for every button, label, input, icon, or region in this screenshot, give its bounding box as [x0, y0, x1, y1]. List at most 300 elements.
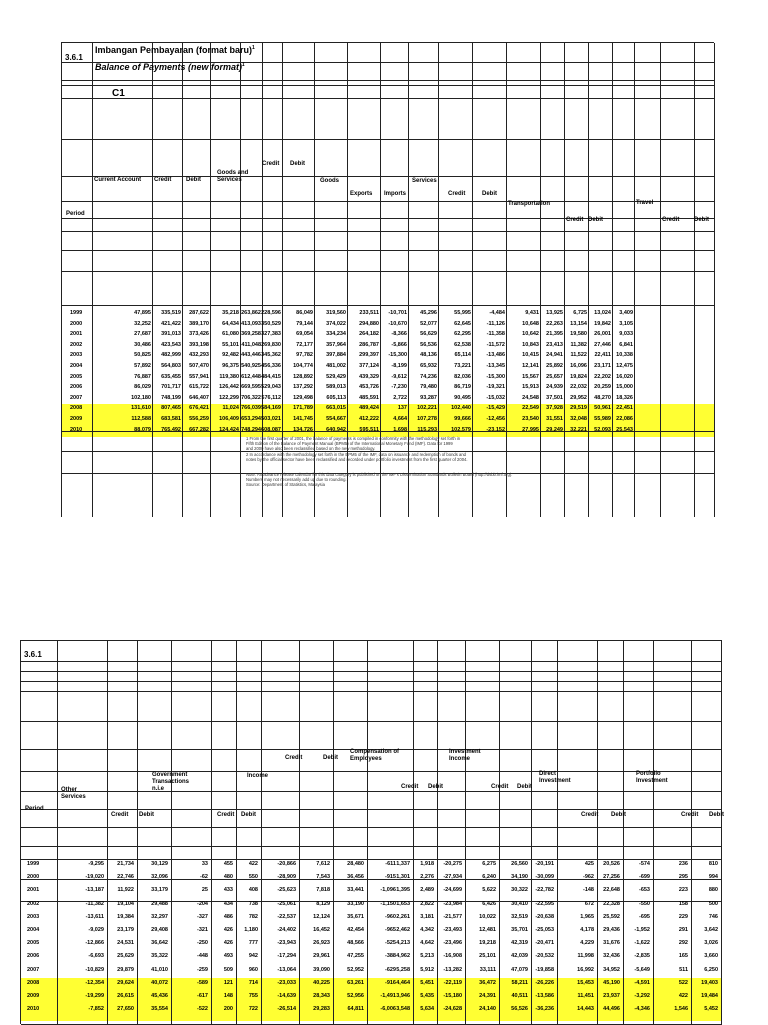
value-cell: 35,554: [151, 1006, 168, 1013]
value-cell: -15,180: [443, 993, 462, 999]
value-cell: -1,150: [380, 900, 396, 907]
value-cell: 19,824: [570, 373, 587, 380]
value-cell: -19,299: [85, 993, 104, 999]
value-cell: 37,501: [546, 394, 563, 401]
value-cell: 52,077: [420, 320, 437, 327]
debit-header: Debit: [482, 191, 497, 197]
table1-title-en: Balance of Payments (new format)$^1$: [95, 62, 245, 72]
year-cell: 2004: [27, 927, 40, 933]
value-cell: 74,236: [420, 373, 437, 380]
value-cell: 21,395: [546, 331, 563, 338]
value-cell: 19,484: [701, 993, 718, 999]
grid-column-line: [367, 641, 368, 1024]
value-cell: 55,995: [454, 310, 471, 316]
value-cell: 810: [708, 861, 718, 867]
value-cell: 4,213: [396, 940, 410, 947]
value-cell: -23,033: [277, 979, 296, 986]
year-cell: 2005: [70, 373, 83, 380]
value-cell: 500: [708, 900, 718, 907]
value-cell: -25,623: [277, 887, 296, 894]
value-cell: 3,642: [704, 927, 718, 933]
value-cell: 79,480: [420, 384, 437, 391]
value-cell: 640,942: [326, 426, 346, 433]
grid-column-line: [557, 641, 558, 1024]
credit-header: Credit: [491, 784, 509, 790]
value-cell: 2,261: [396, 913, 410, 920]
value-cell: -13,187: [85, 887, 104, 894]
value-cell: 141,745: [293, 416, 313, 422]
value-cell: 10,415: [522, 352, 539, 359]
value-cell: 411,048: [241, 341, 261, 348]
value-cell: 79,144: [296, 320, 313, 327]
value-cell: 540,925: [241, 363, 261, 369]
value-cell: 23,937: [603, 993, 620, 999]
value-cell: 676,421: [189, 405, 209, 412]
value-cell: 126,442: [219, 384, 239, 391]
value-cell: 44,496: [603, 1006, 620, 1013]
year-cell: 2000: [27, 874, 40, 881]
credit-header: Credit: [111, 812, 129, 818]
value-cell: 701,717: [161, 384, 181, 391]
value-cell: 47,895: [134, 310, 151, 316]
grid-row-line: [21, 661, 722, 662]
value-cell: 11,382: [570, 341, 587, 348]
value-cell: 88,079: [134, 426, 151, 433]
debit-header: Debit: [694, 217, 709, 223]
value-cell: 25,592: [603, 913, 620, 920]
value-cell: 3,946: [396, 993, 410, 999]
value-cell: 722: [248, 1006, 258, 1013]
value-cell: 6,250: [704, 966, 718, 973]
value-cell: 148: [223, 993, 233, 999]
value-cell: 86,719: [454, 384, 471, 391]
value-cell: -27,934: [443, 874, 462, 881]
value-cell: 223: [678, 887, 688, 894]
value-cell: -15,032: [486, 394, 505, 401]
transportation-header: Transportation: [508, 201, 551, 207]
value-cell: 28,480: [347, 861, 364, 867]
value-cell: -20,471: [535, 940, 554, 947]
value-cell: 21,734: [117, 861, 134, 867]
value-cell: -23,984: [443, 900, 462, 907]
value-cell: 1,337: [396, 861, 410, 867]
value-cell: 291: [678, 927, 688, 933]
value-cell: 55,989: [594, 416, 611, 422]
value-cell: 299,397: [359, 352, 379, 359]
grid-row-line: [62, 271, 714, 272]
value-cell: 5,451: [420, 979, 434, 986]
value-cell: 19,218: [479, 940, 496, 947]
value-cell: -259: [196, 966, 208, 973]
value-cell: -5,649: [634, 966, 650, 973]
year-cell: 2001: [70, 331, 83, 338]
value-cell: 56,629: [420, 331, 437, 338]
value-cell: 29,879: [117, 966, 134, 973]
credit-header: Credit: [154, 177, 172, 183]
note-line: notes by the official sector have been reclassified and recorded under portfolio investment from the first quarter of 2004.: [246, 456, 468, 462]
value-cell: 3,409: [619, 310, 633, 316]
value-cell: 45,296: [420, 310, 437, 316]
value-cell: 102,180: [131, 394, 151, 401]
value-cell: 14,443: [577, 1006, 594, 1013]
value-cell: 107,278: [417, 416, 437, 422]
debit-header: Debit: [709, 812, 724, 818]
portfolio-investment-header: Portfolio Investment: [636, 771, 668, 784]
value-cell: 171,789: [293, 405, 313, 412]
value-cell: 10,843: [522, 341, 539, 348]
value-cell: 15,913: [522, 384, 539, 391]
value-cell: 4,229: [580, 940, 594, 947]
value-cell: 556,259: [189, 416, 209, 422]
grid-row-line: [62, 85, 714, 86]
grid-column-line: [236, 641, 237, 1024]
value-cell: 393,198: [189, 341, 209, 348]
value-cell: 327,383: [261, 331, 281, 338]
value-cell: 33,190: [347, 900, 364, 907]
value-cell: 439,329: [359, 373, 379, 380]
value-cell: 374,022: [326, 320, 346, 327]
value-cell: 389,170: [189, 320, 209, 327]
value-cell: 55,101: [222, 341, 239, 348]
value-cell: 112,588: [131, 416, 151, 422]
value-cell: 24,391: [479, 993, 496, 999]
value-cell: 35,671: [347, 913, 364, 920]
value-cell: 26,560: [511, 861, 528, 867]
value-cell: 26,001: [594, 331, 611, 338]
value-cell: 50,825: [134, 352, 151, 359]
value-cell: 5,258: [396, 966, 410, 973]
value-cell: 32,048: [570, 416, 587, 422]
current-account-header: Current Account: [94, 177, 142, 183]
value-cell: 90,495: [454, 394, 471, 401]
value-cell: 481,002: [326, 363, 346, 369]
value-cell: -327: [196, 913, 208, 920]
value-cell: -21,577: [443, 913, 462, 920]
value-cell: 42,039: [511, 953, 528, 960]
value-cell: -250: [196, 940, 208, 947]
value-cell: 755: [248, 993, 258, 999]
grid-column-line: [152, 43, 153, 517]
grid-row-line: [62, 218, 714, 219]
value-cell: -20,866: [277, 861, 296, 867]
value-cell: 7,612: [316, 861, 330, 867]
value-cell: 45,436: [151, 993, 168, 999]
value-cell: 11,998: [577, 953, 594, 960]
value-cell: 73,221: [454, 363, 471, 369]
grid-row-line: [62, 250, 714, 251]
value-cell: 33: [201, 861, 208, 867]
value-cell: -9,612: [391, 373, 407, 380]
value-cell: 373,426: [189, 331, 209, 338]
value-cell: 62,645: [454, 320, 471, 327]
value-cell: 485,591: [359, 394, 379, 401]
grid-column-line: [597, 641, 598, 1024]
value-cell: 5,435: [420, 993, 434, 999]
value-cell: -3,292: [634, 993, 650, 999]
grid-column-line: [107, 641, 108, 1024]
note-line: Note: An advance release calendar for this data category is published on the IMF's Dissemination Standards Bulletin Board (http://dsbb.imf.org).: [246, 472, 513, 478]
value-cell: 522: [678, 979, 688, 986]
value-cell: 47,079: [511, 966, 528, 973]
value-cell: 48,136: [420, 352, 437, 359]
value-cell: 22,549: [522, 405, 539, 412]
compensation-header: Compensation of Employees: [350, 749, 399, 762]
value-cell: -916: [384, 979, 396, 986]
value-cell: 766,039: [241, 405, 261, 412]
value-cell: 6,426: [482, 900, 496, 907]
value-cell: 13,154: [570, 320, 587, 327]
value-cell: 58,211: [511, 979, 528, 986]
value-cell: 34,952: [603, 966, 620, 973]
value-cell: -13,611: [85, 913, 104, 920]
value-cell: 30,129: [151, 861, 168, 867]
year-cell: 2010: [27, 1006, 40, 1013]
value-cell: 24,140: [479, 1006, 496, 1013]
value-cell: 6,275: [482, 861, 496, 867]
value-cell: -20,275: [443, 861, 462, 867]
grid-row-line: [62, 201, 714, 202]
value-cell: -20,191: [535, 861, 554, 867]
note-line: Source: Department of Statistics, Malaysia: [246, 482, 325, 488]
value-cell: -23,493: [443, 927, 462, 933]
value-cell: 24,939: [546, 384, 563, 391]
value-cell: 12,141: [522, 363, 539, 369]
debit-header: Debit: [186, 177, 201, 183]
grid-row-line: [21, 691, 722, 692]
value-cell: 52,952: [347, 966, 364, 973]
value-cell: 29,249: [546, 426, 563, 433]
value-cell: 295: [678, 874, 688, 881]
value-cell: 24,531: [117, 940, 134, 947]
value-cell: 7,818: [316, 887, 330, 894]
value-cell: 3,548: [396, 1006, 410, 1013]
value-cell: -24,628: [443, 1006, 462, 1013]
value-cell: -695: [638, 913, 650, 920]
value-cell: -960: [384, 913, 396, 920]
grid-column-line: [691, 641, 692, 1024]
value-cell: 595,511: [359, 426, 379, 433]
value-cell: 62,295: [454, 331, 471, 338]
table1-title-ms: Imbangan Pembayaran (format baru)$^1$: [95, 45, 255, 55]
period-header: Period: [25, 806, 44, 812]
value-cell: -4,591: [634, 979, 650, 986]
value-cell: 345,362: [261, 352, 281, 359]
value-cell: 422: [678, 993, 688, 999]
value-cell: 507,470: [189, 363, 209, 369]
value-cell: 64,811: [347, 1006, 364, 1013]
value-cell: 137: [397, 405, 407, 412]
year-cell: 2003: [70, 352, 83, 359]
value-cell: 443,446: [241, 352, 261, 359]
value-cell: -321: [196, 927, 208, 933]
value-cell: 319,560: [326, 310, 346, 316]
grid-column-line: [210, 43, 211, 517]
grid-column-line: [211, 641, 212, 1024]
value-cell: -12,456: [486, 416, 505, 422]
value-cell: 10,642: [522, 331, 539, 338]
grid-column-line: [437, 641, 438, 1024]
value-cell: -10,829: [85, 966, 104, 973]
value-cell: 122,299: [219, 394, 239, 401]
value-cell: 672: [584, 900, 594, 907]
value-cell: 15,453: [577, 979, 594, 986]
value-cell: 22,202: [594, 373, 611, 380]
value-cell: 294,880: [359, 320, 379, 327]
grid-column-line: [694, 43, 695, 517]
value-cell: 5,213: [420, 953, 434, 960]
debit-header: Debit: [290, 161, 305, 167]
value-cell: 880: [708, 887, 718, 894]
value-cell: 5,622: [482, 887, 496, 894]
value-cell: 97,782: [296, 352, 313, 359]
grid-row-line: [21, 809, 722, 810]
value-cell: 33,179: [151, 887, 168, 894]
value-cell: 335,519: [161, 310, 181, 316]
value-cell: 6,240: [482, 874, 496, 881]
value-cell: 25,543: [616, 426, 633, 433]
table2-section-no: 3.6.1: [24, 650, 42, 659]
value-cell: 27,687: [134, 331, 151, 338]
value-cell: 32,096: [151, 874, 168, 881]
value-cell: 706,322: [241, 394, 261, 401]
value-cell: 19,580: [570, 331, 587, 338]
value-cell: -448: [196, 953, 208, 960]
value-cell: 589,013: [326, 384, 346, 391]
value-cell: 576,112: [261, 394, 281, 401]
value-cell: 1,546: [674, 1006, 688, 1013]
value-cell: 134,726: [293, 426, 313, 433]
value-cell: -388: [384, 953, 396, 960]
value-cell: 124,424: [219, 426, 239, 433]
value-cell: 23,171: [594, 363, 611, 369]
grid-column-line: [564, 43, 565, 517]
value-cell: 28,343: [313, 993, 330, 999]
value-cell: 397,884: [326, 352, 346, 359]
value-cell: 61,080: [222, 331, 239, 338]
note-line: 1 From the first quarter of 2001, the balance of payments is compiled in conformity with the methodology set forth in: [246, 436, 461, 441]
value-cell: 102,440: [451, 405, 471, 412]
value-cell: -20,532: [535, 953, 554, 960]
value-cell: 608,087: [261, 426, 281, 433]
value-cell: 4,342: [420, 927, 434, 933]
value-cell: 10,648: [522, 320, 539, 327]
value-cell: 377,124: [359, 363, 379, 369]
value-cell: 1,301: [396, 874, 410, 881]
value-cell: -24,699: [443, 887, 462, 894]
grid-column-line: [612, 43, 613, 517]
value-cell: 663,015: [326, 405, 346, 412]
value-cell: 23,413: [546, 341, 563, 348]
value-cell: -5,866: [391, 341, 407, 348]
value-cell: 131,610: [131, 405, 151, 412]
value-cell: 646,407: [189, 394, 209, 401]
value-cell: -13,586: [535, 993, 554, 999]
value-cell: 35,701: [511, 927, 528, 933]
value-cell: 426: [223, 940, 233, 947]
grid-row-line: [62, 98, 714, 99]
value-cell: 31,551: [546, 416, 563, 422]
value-cell: 27,650: [117, 1006, 134, 1013]
value-cell: 422: [248, 861, 258, 867]
value-cell: 32,436: [603, 953, 620, 960]
value-cell: -550: [638, 900, 650, 907]
value-cell: 34,190: [511, 874, 528, 881]
value-cell: 2,722: [393, 394, 407, 401]
value-cell: 4,962: [396, 953, 410, 960]
travel-header: Travel: [636, 200, 654, 206]
value-cell: 4,642: [420, 940, 434, 947]
value-cell: -14,639: [277, 993, 296, 999]
grid-row-line: [21, 771, 722, 772]
value-cell: -28,909: [277, 874, 296, 881]
value-cell: 19,104: [117, 900, 134, 907]
value-cell: 25,892: [546, 363, 563, 369]
value-cell: -653: [638, 887, 650, 894]
grid-column-line: [413, 641, 414, 1024]
value-cell: -15,300: [388, 352, 407, 359]
year-cell: 2008: [70, 405, 83, 412]
value-cell: -26,514: [277, 1006, 296, 1013]
grid-column-line: [261, 641, 262, 1024]
year-cell: 1999: [70, 310, 83, 316]
debit-header: Debit: [323, 755, 338, 761]
grid-column-line: [137, 641, 138, 1024]
value-cell: 357,964: [326, 341, 346, 348]
value-cell: 25: [201, 887, 208, 894]
value-cell: 455: [223, 861, 233, 867]
grid-column-line: [623, 641, 624, 1024]
value-cell: 96,375: [222, 363, 239, 369]
value-cell: 942: [248, 953, 258, 960]
value-cell: 72,177: [296, 341, 313, 348]
value-cell: 29,488: [151, 900, 168, 907]
value-cell: -8,199: [391, 363, 407, 369]
value-cell: 9,431: [525, 310, 539, 316]
value-cell: -22,119: [443, 979, 462, 986]
value-cell: 746: [708, 913, 718, 920]
value-cell: -12,866: [85, 940, 104, 947]
value-cell: 52,956: [347, 993, 364, 999]
value-cell: -24,402: [277, 927, 296, 933]
value-cell: 236: [678, 861, 688, 867]
value-cell: 32,221: [570, 426, 587, 433]
value-cell: 40,511: [511, 993, 528, 999]
value-cell: 102,579: [451, 426, 471, 433]
value-cell: 421,422: [161, 320, 181, 327]
value-cell: -17,294: [277, 953, 296, 960]
value-cell: -10,701: [388, 310, 407, 316]
value-cell: -6,693: [88, 953, 104, 960]
value-cell: 102,221: [417, 405, 437, 412]
value-cell: 29,436: [603, 927, 620, 933]
credit-header: Credit: [401, 784, 419, 790]
year-cell: 2005: [27, 940, 40, 947]
value-cell: 16,452: [313, 927, 330, 933]
value-cell: 423,543: [161, 341, 181, 348]
note-line: and 2000 have also been reclassified based on the new methodology.: [246, 446, 376, 452]
value-cell: 22,451: [616, 405, 633, 412]
value-cell: 292: [678, 940, 688, 947]
grid-column-line: [333, 641, 334, 1024]
value-cell: -1,952: [634, 927, 650, 933]
value-cell: 24,941: [546, 352, 563, 359]
value-cell: -9,029: [88, 927, 104, 933]
value-cell: 4,664: [393, 416, 407, 422]
value-cell: 92,482: [222, 352, 239, 359]
grid-row-line: [21, 846, 722, 847]
value-cell: 30,486: [134, 341, 151, 348]
value-cell: -611: [385, 861, 396, 867]
